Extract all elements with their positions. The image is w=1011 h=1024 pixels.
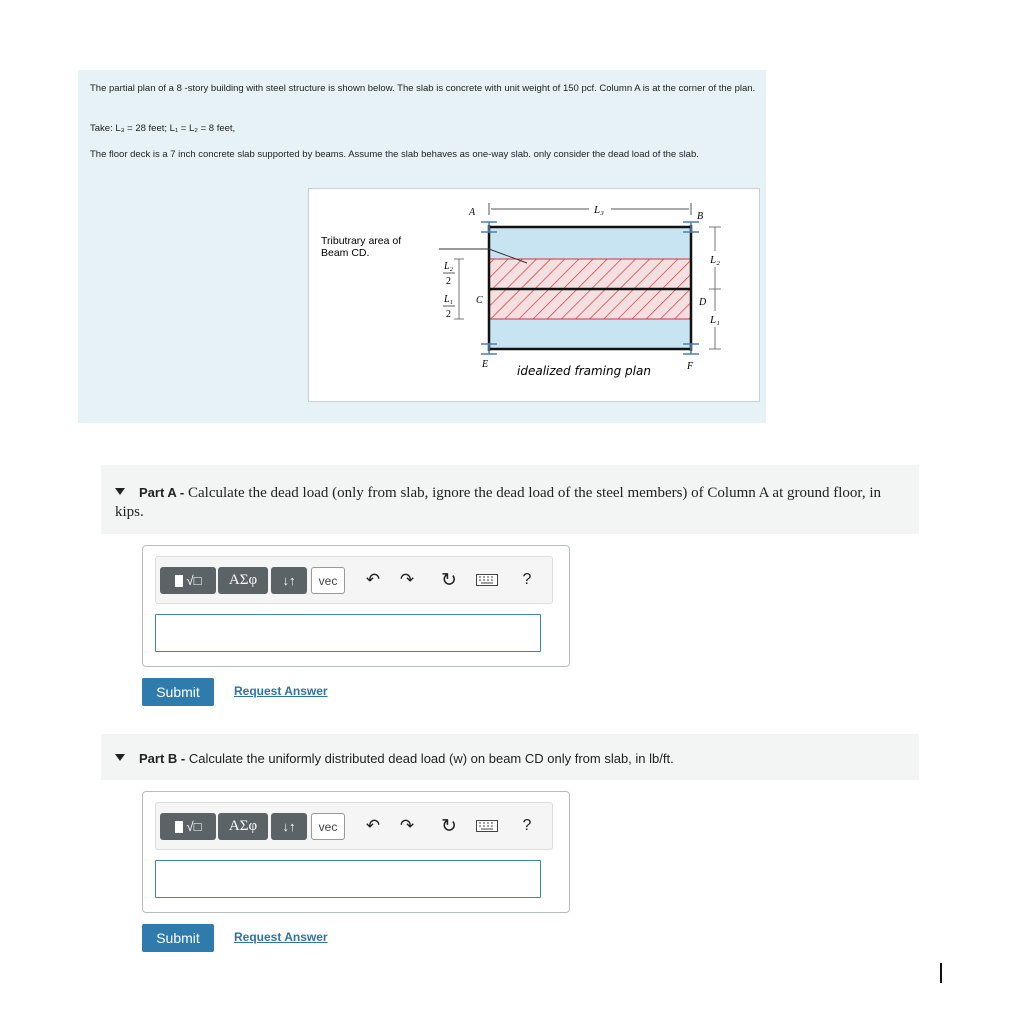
answer-input-part-a[interactable]: [155, 614, 541, 652]
templates-button[interactable]: [160, 567, 216, 594]
part-b-answer-box: [142, 791, 570, 913]
problem-given: Take: L₃ = 28 feet; L₁ = L₂ = 8 feet,: [90, 123, 236, 134]
problem-statement: [78, 70, 766, 423]
template-square-icon: [175, 575, 183, 587]
sqrt-icon: √□: [186, 819, 202, 834]
tributary-label-1: Tributrary area of: [321, 235, 402, 247]
frac-L1-num: L₁: [444, 294, 454, 305]
part-a-header[interactable]: [101, 465, 919, 534]
dim-L3: L₃: [594, 204, 604, 216]
reset-icon[interactable]: ↻: [441, 569, 457, 591]
subscript-button[interactable]: ↓↑: [271, 567, 307, 594]
request-answer-link-part-a[interactable]: Request Answer: [234, 684, 328, 698]
frac-L2-den: 2: [446, 276, 451, 287]
label-E: E: [482, 359, 489, 370]
label-A: A: [469, 207, 476, 218]
math-toolbar: [155, 802, 553, 850]
collapse-caret-icon[interactable]: [115, 488, 125, 495]
framing-plan-figure: [308, 188, 760, 402]
math-toolbar: [155, 556, 553, 604]
request-answer-link-part-b[interactable]: Request Answer: [234, 930, 328, 944]
frac-L2-num: L₂: [444, 261, 454, 272]
label-F: F: [687, 361, 694, 372]
template-square-icon: [175, 821, 183, 833]
label-B: B: [697, 211, 704, 222]
vector-button[interactable]: vec: [311, 567, 345, 594]
part-b-header[interactable]: [101, 734, 919, 780]
redo-icon[interactable]: ↷: [399, 570, 415, 589]
submit-button-part-b[interactable]: Submit: [142, 924, 214, 952]
greek-symbols-button[interactable]: ΑΣφ: [218, 567, 268, 594]
keyboard-icon[interactable]: [476, 815, 498, 837]
framing-plan-diagram: [309, 189, 759, 401]
figure-caption: idealized framing plan: [517, 364, 651, 378]
part-b-title: Part B - Calculate the uniformly distributed dead load (w) on beam CD only from slab, in lb/ft.: [115, 749, 895, 768]
submit-button-part-a[interactable]: Submit: [142, 678, 214, 706]
vector-button[interactable]: vec: [311, 813, 345, 840]
label-C: C: [476, 295, 483, 306]
greek-symbols-button[interactable]: ΑΣφ: [218, 813, 268, 840]
text-cursor: [940, 963, 942, 983]
reset-icon[interactable]: ↻: [441, 815, 457, 837]
tributary-label-2: Beam CD.: [321, 247, 370, 259]
label-D: D: [699, 297, 707, 308]
undo-icon[interactable]: ↶: [365, 816, 381, 835]
part-a-answer-box: [142, 545, 570, 667]
keyboard-icon[interactable]: [476, 569, 498, 591]
subscript-button[interactable]: ↓↑: [271, 813, 307, 840]
dim-L1: L₁: [710, 314, 720, 326]
help-icon[interactable]: ?: [522, 571, 532, 588]
answer-input-part-b[interactable]: [155, 860, 541, 898]
help-icon[interactable]: ?: [522, 817, 532, 834]
frac-L1-den: 2: [446, 309, 451, 320]
dim-L2: L₂: [710, 254, 720, 266]
templates-button[interactable]: [160, 813, 216, 840]
sqrt-icon: √□: [186, 573, 202, 588]
problem-deck: The floor deck is a 7 inch concrete slab supported by beams. Assume the slab behaves as one-way slab. only consider the dead load of the slab.: [90, 149, 699, 160]
problem-intro: The partial plan of a 8 -story building with steel structure is shown below. The slab is concrete with unit weight of 150 pcf. Column A is at the corner of the plan.: [90, 83, 756, 94]
redo-icon[interactable]: ↷: [399, 816, 415, 835]
part-a-title: Part A - Calculate the dead load (only from slab, ignore the dead load of the steel members) of Column A at ground floor, in kips.: [115, 485, 881, 520]
undo-icon[interactable]: ↶: [365, 570, 381, 589]
collapse-caret-icon[interactable]: [115, 754, 125, 761]
